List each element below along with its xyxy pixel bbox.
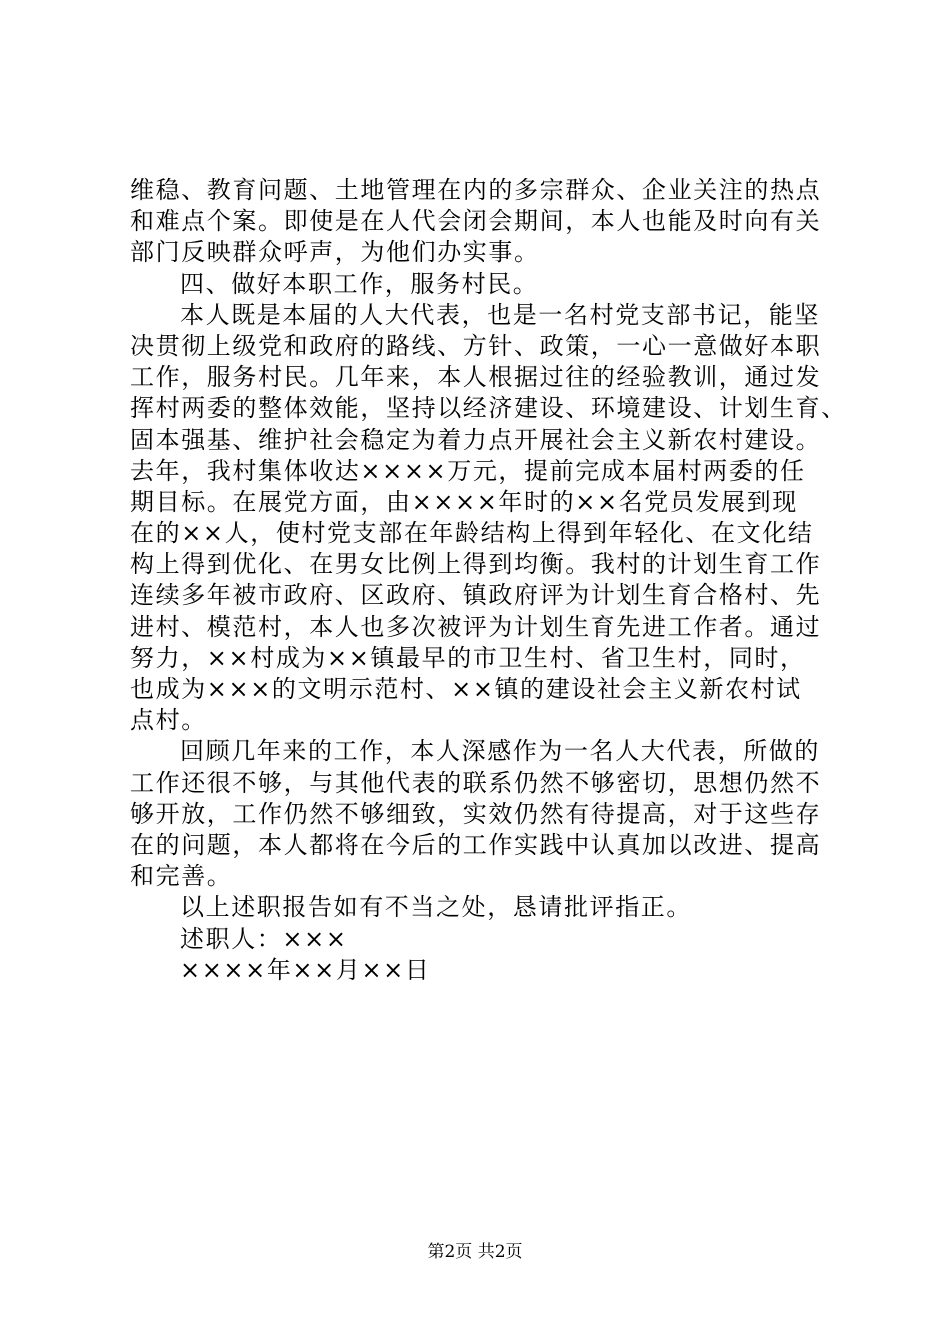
text-line: 和完善。 bbox=[130, 862, 233, 891]
signature-line: 述职人：××× bbox=[180, 924, 348, 953]
date-line: ××××年××月××日 bbox=[180, 955, 431, 984]
text-line: 固本强基、维护社会稳定为着力点开展社会主义新农村建设。 bbox=[130, 425, 822, 454]
text-line: 努力，××村成为××镇最早的市卫生村、省卫生村，同时， bbox=[130, 643, 806, 672]
text-line: 连续多年被市政府、区政府、镇政府评为计划生育合格村、先 bbox=[130, 581, 822, 610]
text-line: 本人既是本届的人大代表，也是一名村党支部书记，能坚 bbox=[180, 300, 820, 329]
page-number-footer: 第2页 共2页 bbox=[427, 1242, 523, 1262]
text-line: 够开放，工作仍然不够细致，实效仍然有待提高，对于这些存 bbox=[130, 799, 822, 828]
text-line: 去年，我村集体收达××××万元，提前完成本届村两委的任 bbox=[130, 456, 806, 485]
text-line: 维稳、教育问题、土地管理在内的多宗群众、企业关注的热点 bbox=[130, 176, 822, 204]
text-line: 点村。 bbox=[130, 706, 207, 735]
text-line: 决贯彻上级党和政府的路线、方针、政策，一心一意做好本职 bbox=[130, 331, 822, 360]
text-line: 和难点个案。即使是在人代会闭会期间，本人也能及时向有关 bbox=[130, 207, 822, 236]
text-line: 也成为×××的文明示范村、××镇的建设社会主义新农村试 bbox=[130, 675, 802, 703]
closing-line: 以上述职报告如有不当之处，恳请批评指正。 bbox=[180, 893, 692, 922]
text-line: 构上得到优化、在男女比例上得到均衡。我村的计划生育工作 bbox=[130, 550, 822, 579]
text-line: 回顾几年来的工作，本人深感作为一名人大代表，所做的 bbox=[180, 737, 820, 766]
text-line: 在的××人，使村党支部在年龄结构上得到年轻化、在文化结 bbox=[130, 519, 814, 548]
text-line: 部门反映群众呼声，为他们办实事。 bbox=[130, 238, 540, 267]
text-line: 期目标。在展党方面，由××××年时的××名党员发展到现 bbox=[130, 487, 798, 516]
text-line: 进村、模范村，本人也多次被评为计划生育先进工作者。通过 bbox=[130, 612, 822, 641]
text-line: 工作，服务村民。几年来，本人根据过往的经验教训，通过发 bbox=[130, 363, 822, 392]
document-body bbox=[130, 175, 847, 986]
text-line: 工作还很不够，与其他代表的联系仍然不够密切，思想仍然不 bbox=[130, 768, 822, 797]
section-heading: 四、做好本职工作，服务村民。 bbox=[180, 269, 539, 298]
text-line: 在的问题，本人都将在今后的工作实践中认真加以改进、提高 bbox=[130, 830, 822, 859]
text-line: 挥村两委的整体效能，坚持以经济建设、环境建设、计划生育、 bbox=[130, 394, 847, 423]
